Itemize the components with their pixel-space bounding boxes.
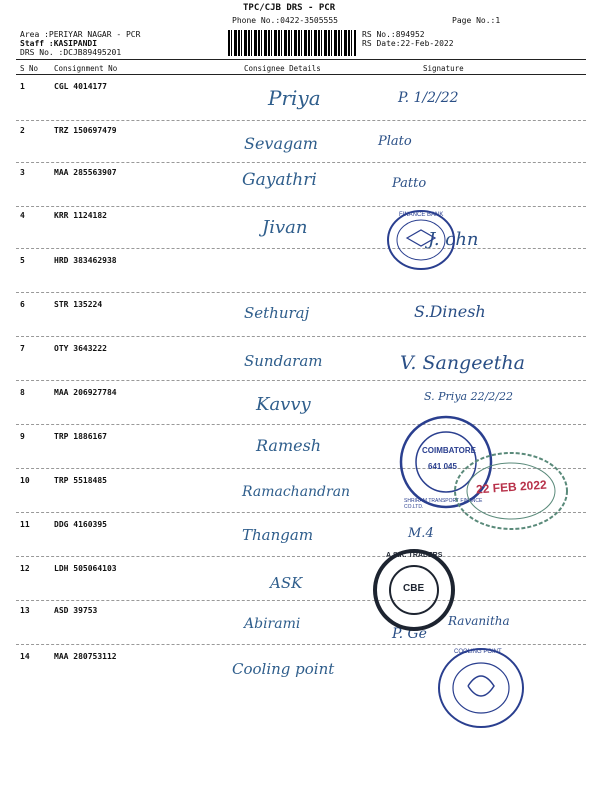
row-consignment: KRR 1124182 <box>54 211 107 220</box>
row-divider <box>16 206 586 207</box>
cooling-point-stamp <box>436 646 526 734</box>
rs-number: RS No.:894952 <box>362 30 425 39</box>
row-sno: 4 <box>20 211 25 220</box>
area-field: Area :PERIYAR NAGAR - PCR <box>20 30 141 39</box>
consignee-name: Ramachandran <box>242 484 351 500</box>
signature: S. Priya 22/2/22 <box>424 390 513 403</box>
table-row <box>0 344 600 384</box>
shriram-pin: 641 045 <box>428 462 457 471</box>
signature: P. Ge <box>392 626 427 642</box>
signature: Ravanitha <box>448 614 510 628</box>
table-row <box>0 606 600 646</box>
row-consignment: HRD 383462938 <box>54 256 117 265</box>
row-divider <box>16 336 586 337</box>
row-consignment: TRP 5518485 <box>54 476 107 485</box>
row-consignment: DDG 4160395 <box>54 520 107 529</box>
finance-bank-text: FINANCE BANK <box>399 212 444 218</box>
row-consignment: TRZ 150697479 <box>54 126 117 135</box>
consignee-name: Cooling point <box>232 660 335 678</box>
consignee-name: Priya <box>268 86 321 110</box>
row-sno: 6 <box>20 300 25 309</box>
row-sno: 13 <box>20 606 30 615</box>
row-consignment: CGL 4014177 <box>54 82 107 91</box>
ask-ring-text: A.S.K. TRADERS <box>386 552 443 559</box>
row-consignment: MAA 206927784 <box>54 388 117 397</box>
signature: Plato <box>378 134 412 149</box>
row-sno: 1 <box>20 82 25 91</box>
columns-rule <box>16 74 586 75</box>
row-divider <box>16 248 586 249</box>
row-consignment: ASD 39753 <box>54 606 98 615</box>
row-divider <box>16 424 586 425</box>
sheet-title: TPC/CJB DRS - PCR <box>243 3 336 13</box>
row-divider <box>16 162 586 163</box>
staff-field: Staff :KASIPANDI <box>20 39 98 48</box>
table-row <box>0 211 600 251</box>
row-sno: 10 <box>20 476 30 485</box>
barcode <box>228 30 356 56</box>
row-divider <box>16 292 586 293</box>
col-signature: Signature <box>423 64 464 73</box>
signature: M.4 <box>408 526 434 541</box>
row-sno: 2 <box>20 126 25 135</box>
row-sno: 7 <box>20 344 25 353</box>
row-sno: 9 <box>20 432 25 441</box>
signature: P. 1/2/22 <box>398 90 459 106</box>
ask-city: CBE <box>403 583 425 594</box>
row-sno: 5 <box>20 256 25 265</box>
row-consignment: STR 135224 <box>54 300 103 309</box>
ask-traders-stamp <box>372 548 456 636</box>
table-row <box>0 300 600 340</box>
row-divider <box>16 556 586 557</box>
shriram-city: COIMBATORE <box>422 446 476 455</box>
consignee-name: Kavvy <box>256 394 311 415</box>
row-sno: 11 <box>20 520 30 529</box>
row-sno: 12 <box>20 564 30 573</box>
col-consignee: Consignee Details <box>244 64 321 73</box>
consignee-name: Thangam <box>242 526 314 544</box>
consignee-name: Sethuraj <box>244 304 310 322</box>
table-row <box>0 388 600 428</box>
row-divider <box>16 380 586 381</box>
shriram-ring-text: SHRIRAM TRANSPORT FINANCE CO.LTD. <box>404 498 483 510</box>
row-sno: 8 <box>20 388 25 397</box>
consignee-name: Abirami <box>244 616 301 632</box>
cooling-ring-text: COOLING POINT <box>454 649 502 655</box>
row-consignment: MAA 280753112 <box>54 652 117 661</box>
date-stamp <box>452 450 570 536</box>
consignee-name: ASK <box>270 574 303 592</box>
drs-number: DRS No. :DCJB89495201 <box>20 48 122 57</box>
row-consignment: LDH 505064103 <box>54 564 117 573</box>
col-sno: S No <box>20 64 39 73</box>
phone-number: Phone No.:0422-3505555 <box>232 16 338 25</box>
row-consignment: MAA 285563907 <box>54 168 117 177</box>
row-divider <box>16 644 586 645</box>
page-number: Page No.:1 <box>452 16 501 25</box>
consignee-name: Gayathri <box>242 170 317 190</box>
consignee-name: Jivan <box>262 217 308 238</box>
finance-bank-stamp <box>385 208 457 276</box>
col-consignment: Consignment No <box>54 64 118 73</box>
rs-date: RS Date:22-Feb-2022 <box>362 39 454 48</box>
signature: V. Sangeetha <box>400 352 525 374</box>
signature: Patto <box>392 176 427 191</box>
row-sno: 3 <box>20 168 25 177</box>
table-row <box>0 126 600 166</box>
row-consignment: TRP 1886167 <box>54 432 107 441</box>
row-consignment: OTY 3643222 <box>54 344 107 353</box>
signature: J. chn <box>428 229 479 250</box>
consignee-name: Sevagam <box>244 134 318 153</box>
row-divider <box>16 600 586 601</box>
date-stamp-text: 22 FEB 2022 <box>475 477 548 497</box>
table-row <box>0 168 600 208</box>
table-row <box>0 82 600 122</box>
row-divider <box>16 120 586 121</box>
row-sno: 14 <box>20 652 30 661</box>
consignee-name: Ramesh <box>256 436 322 455</box>
table-row <box>0 256 600 296</box>
consignee-name: Sundaram <box>244 352 323 370</box>
signature: S.Dinesh <box>414 302 486 321</box>
header-rule <box>16 59 586 60</box>
